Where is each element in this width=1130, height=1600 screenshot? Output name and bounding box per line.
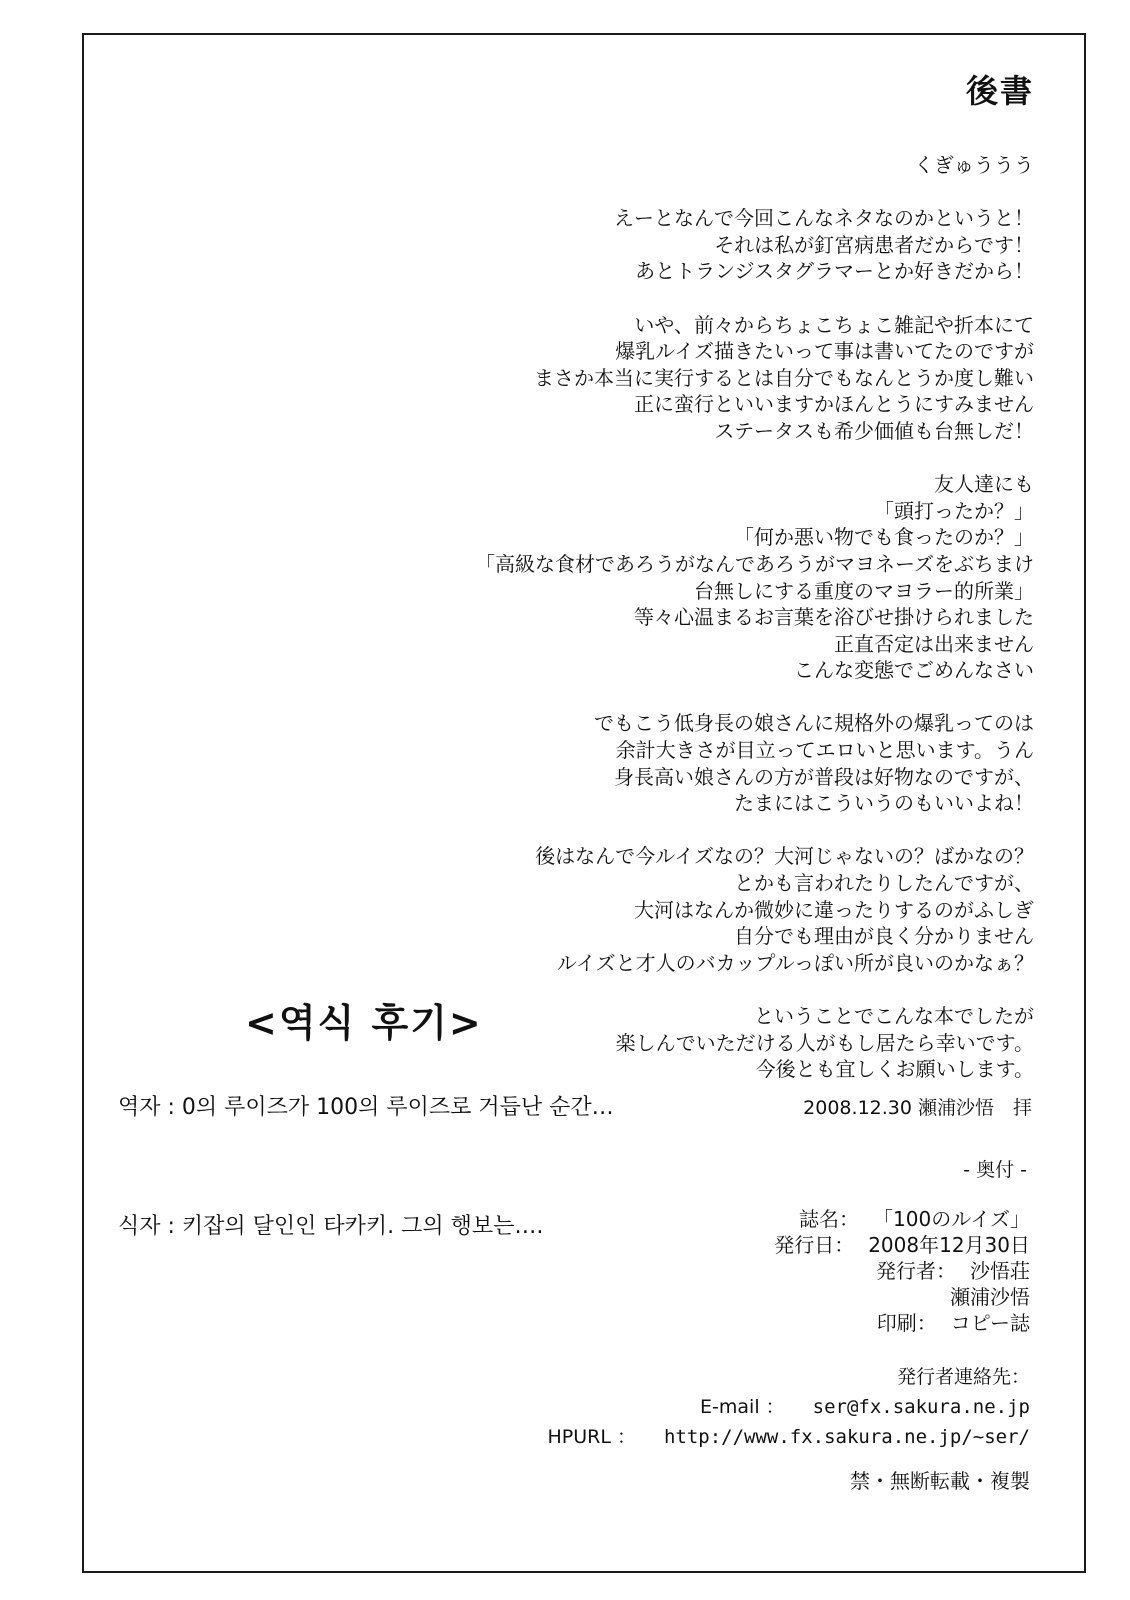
text-line: 「何か悪い物でも食ったのか？」 (734, 525, 1034, 550)
text-line: 「頭打ったか？」 (874, 498, 1034, 523)
colophon-row-publisher (774, 1258, 1030, 1284)
text-line: 身長高い娘さんの方が普段は好物なのですが、 (614, 764, 1034, 789)
colophon-value: コピー誌 (950, 1311, 1030, 1335)
contact-label: E-mail ： (700, 1396, 785, 1418)
colophon-row-author (774, 1284, 1030, 1310)
colophon (774, 1206, 1030, 1336)
signature-line: 2008.12.30 瀬浦沙悟 拝 (803, 1097, 1032, 1119)
colophon-row-title (774, 1206, 1030, 1232)
text-line: あとトランジスタグラマーとか好きだから！ (635, 259, 1034, 284)
text-line: 後はなんで今ルイズなの？大河じゃないの？ばかなの？ (535, 844, 1034, 869)
paragraph (394, 843, 1034, 976)
colophon-row-date (774, 1232, 1030, 1258)
text-line: 台無しにする重度のマヨラー的所業」 (694, 578, 1034, 603)
text-line: 正に蛮行といいますかほんとうにすみません (634, 392, 1034, 417)
text-line: こんな変態でごめんなさい (794, 658, 1034, 683)
text-line: たまにはこういうのもいいよね！ (734, 791, 1034, 816)
paragraph (394, 152, 1034, 179)
text-line: 楽しんでいただける人がもし居たら幸いです。 (615, 1030, 1034, 1055)
colophon-row-printer (774, 1310, 1030, 1336)
korean-heading: <역식 후기> (245, 1001, 483, 1045)
text-line: 爆乳ルイズ描きたいって事は書いてたのですが (615, 339, 1034, 364)
colophon-value: 「100のルイズ」 (873, 1207, 1030, 1231)
colophon-heading: - 奥付 - (963, 1159, 1027, 1181)
text-line: 自分でも理由が良く分かりません (734, 924, 1034, 949)
paragraph (394, 312, 1034, 445)
text-line: それは私が釘宮病患者だからです！ (714, 232, 1034, 257)
paragraph (394, 471, 1034, 684)
colophon-label: 誌名： (799, 1207, 860, 1231)
text-line: くぎゅううう (914, 153, 1034, 177)
typesetter-credit: 식자 : 키잡의 달인인 타카키. 그의 행보는…. (118, 1214, 544, 1239)
text-line: 余計大きさが目立ってエロいと思います。うん (615, 738, 1034, 763)
text-line: 等々心温まるお言葉を浴びせ掛けられました (634, 605, 1034, 630)
translator-credit: 역자 : 0의 루이즈가 100의 루이즈로 거듭난 순간… (118, 1095, 614, 1120)
text-line: 友人達にも (934, 472, 1034, 497)
text-line: 正直否定は出来ません (834, 631, 1034, 656)
page-title: 後書 (965, 72, 1034, 110)
afterword-body (394, 152, 1034, 1109)
text-line: えーとなんで今回こんなネタなのかというと！ (614, 206, 1034, 231)
text-line: ということでこんな本でしたが (754, 1004, 1034, 1028)
url-value: http://www.fx.sakura.ne.jp/~ser/ (663, 1426, 1030, 1448)
contact-label: HPURL ： (547, 1426, 636, 1448)
text-line: 今後とも宜しくお願いします。 (755, 1057, 1034, 1082)
colophon-value: 沙悟荘 (970, 1259, 1030, 1283)
contact-heading: 発行者連絡先： (896, 1366, 1030, 1388)
colophon-label: 発行日： (774, 1233, 855, 1257)
colophon-label: 印刷： (876, 1311, 937, 1335)
email-value: ser@fx.sakura.ne.jp (812, 1396, 1030, 1418)
text-line: とかも言われたりしたんですが、 (734, 871, 1034, 896)
paragraph (394, 205, 1034, 285)
colophon-value: 瀬浦沙悟 (950, 1285, 1030, 1309)
text-line: ステータスも希少価値も台無しだ！ (714, 418, 1034, 443)
copyright-notice: 禁・無断転載・複製 (850, 1469, 1030, 1493)
paragraph (394, 1003, 1034, 1083)
contact-row-url (547, 1422, 1030, 1452)
colophon-label: 発行者： (876, 1259, 956, 1283)
text-line: いや、前々からちょこちょこ雑記や折本にて (634, 312, 1034, 337)
text-line: まさか本当に実行するとは自分でもなんとうか度し難い (534, 365, 1034, 390)
colophon-value: 2008年12月30日 (868, 1233, 1030, 1257)
text-line: でもこう低身長の娘さんに規格外の爆乳ってのは (594, 711, 1034, 736)
text-line: 大河はなんか微妙に違ったりするのがふしぎ (634, 897, 1034, 922)
text-line: ルイズと才人のバカップルっぽい所が良いのかなぁ？ (556, 950, 1034, 975)
paragraph (394, 710, 1034, 816)
text-line: 「高級な食材であろうがなんであろうがマヨネーズをぶちまけ (475, 551, 1034, 576)
contact-row-email (547, 1392, 1030, 1422)
contact-block (547, 1362, 1030, 1452)
